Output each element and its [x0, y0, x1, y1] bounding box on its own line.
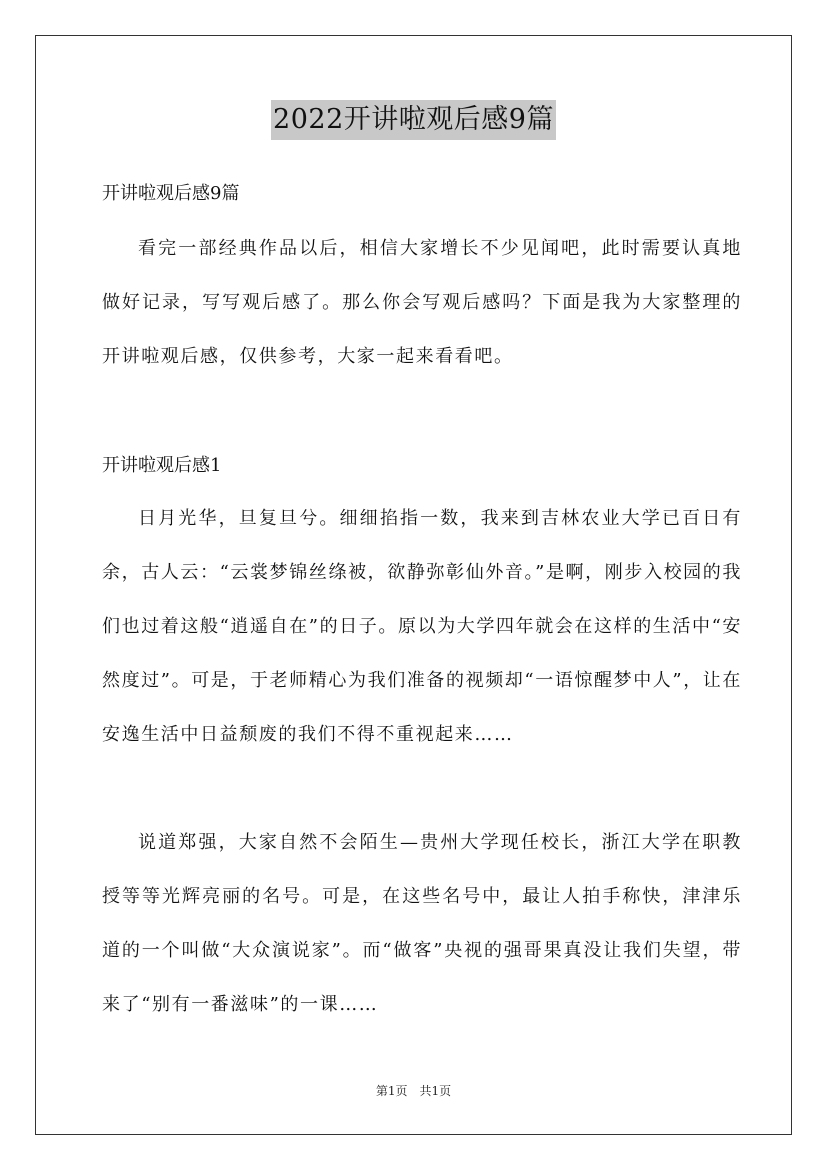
page-number: 第1页	[375, 1084, 408, 1098]
intro-paragraph: 看完一部经典作品以后，相信大家增长不少见闻吧，此时需要认真地做好记录，写写观后感了。那么你会写观后感吗？下面是我为大家整理的开讲啦观后感，仅供参考，大家一起来看看吧。	[102, 238, 742, 367]
page-total: 共1页	[419, 1084, 452, 1098]
title-container	[0, 100, 827, 140]
document-title: 2022开讲啦观后感9篇	[271, 100, 556, 140]
document-subtitle: 开讲啦观后感9篇	[102, 183, 240, 204]
body-paragraph-1: 日月光华，旦复旦兮。细细掐指一数，我来到吉林农业大学已百日有余，古人云：“云裳梦锦丝绦被，欲静弥彰仙外音。”是啊，刚步入校园的我们也过着这般“逍遥自在”的日子。原以为大学四年就会在这样的生活中“安然度过”。可是，于老师精心为我们准备的视频却“一语惊醒梦中人”，让在安逸生活中日益颓废的我们不得不重视起来……	[102, 508, 743, 745]
page-footer	[0, 1082, 827, 1100]
body-paragraph-2: 说道郑强，大家自然不会陌生—贵州大学现任校长，浙江大学在职教授等等光辉亮丽的名号。可是，在这些名号中，最让人拍手称快，津津乐道的一个叫做“大众演说家”。而“做客”央视的强哥果真没让我们失望，带来了“别有一番滋味”的一课……	[102, 832, 742, 1015]
section-heading: 开讲啦观后感1	[102, 455, 222, 476]
